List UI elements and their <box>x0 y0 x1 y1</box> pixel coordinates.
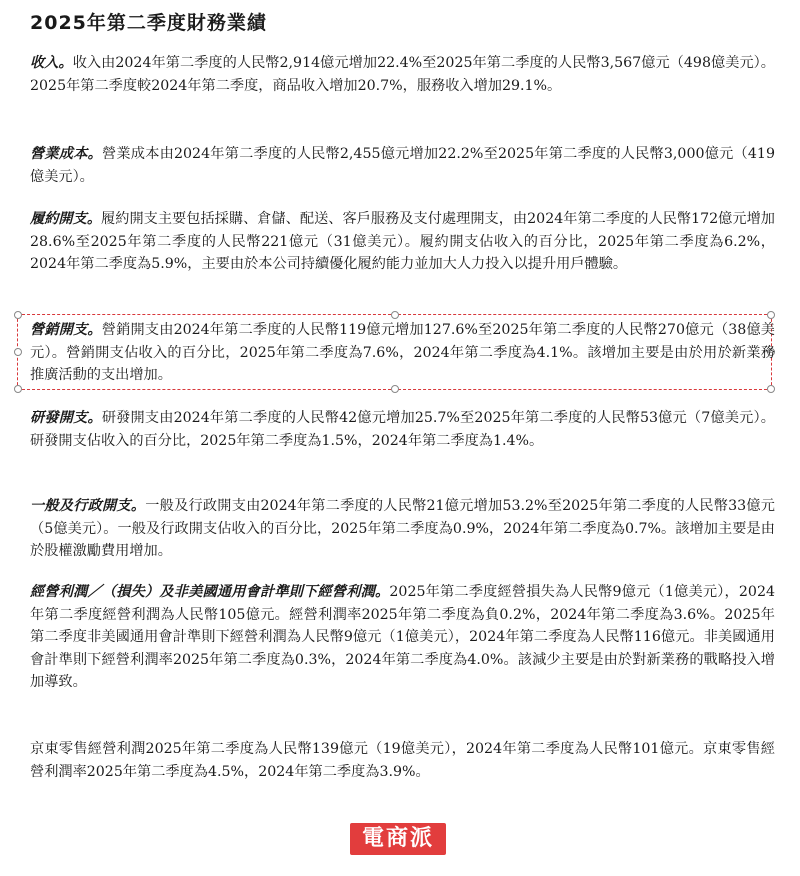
paragraph-body: 營業成本由2024年第二季度的人民幣2,455億元增加22.2%至2025年第二季度的人民幣3,000億元（419億美元）。 <box>30 146 775 185</box>
paragraph-revenue <box>30 52 775 97</box>
paragraph-body: 一般及行政開支由2024年第二季度的人民幣21億元增加53.2%至2025年第二季度的人民幣33億元（5億美元）。一般及行政開支佔收入的百分比，2025年第二季度為0.9%，2024年第二季度為0.7%。該增加主要是由於股權激勵費用增加。 <box>30 498 775 559</box>
paragraph-body: 2025年第二季度經營損失為人民幣9億元（1億美元），2024年第二季度經營利潤為人民幣105億元。經營利潤率2025年第二季度為負0.2%，2024年第二季度為3.6%。2025年第二季度非美國通用會計準則下經營利潤為人民幣9億元（1億美元），2024年第二季度為人民幣116億元。非美國通用會計準則下經營利潤率2025年第二季度為0.3%，2024年第二季度為4.0%。該減少主要是由於對新業務的戰略投入增加導致。 <box>30 584 775 690</box>
paragraph-lead: 研發開支。 <box>30 410 102 426</box>
paragraph-operating-profit <box>30 581 775 694</box>
paragraph-body: 研發開支由2024年第二季度的人民幣42億元增加25.7%至2025年第二季度的人民幣53億元（7億美元）。研發開支佔收入的百分比，2025年第二季度為1.5%，2024年第二季度為1.4%。 <box>30 410 775 449</box>
watermark-logo: 電商派 <box>350 823 446 855</box>
paragraph-lead: 營銷開支。 <box>30 322 102 338</box>
paragraph-cost <box>30 143 775 188</box>
resize-handle-top-right[interactable] <box>767 311 775 319</box>
paragraph-lead: 營業成本。 <box>30 146 102 162</box>
resize-handle-top-left[interactable] <box>14 311 22 319</box>
paragraph-retail-profit <box>30 738 775 783</box>
paragraph-lead: 收入。 <box>30 55 73 71</box>
paragraph-fulfillment <box>30 208 775 276</box>
paragraph-general-admin <box>30 495 775 563</box>
paragraph-body: 京東零售經營利潤2025年第二季度為人民幣139億元（19億美元），2024年第二季度為人民幣101億元。京東零售經營利潤率2025年第二季度為4.5%，2024年第二季度為3.9%。 <box>30 741 775 780</box>
paragraph-rnd <box>30 407 775 452</box>
resize-handle-top[interactable] <box>391 311 399 319</box>
paragraph-marketing <box>30 319 775 387</box>
resize-handle-left[interactable] <box>14 348 22 356</box>
paragraph-body: 收入由2024年第二季度的人民幣2,914億元增加22.4%至2025年第二季度的人民幣3,567億元（498億美元）。2025年第二季度較2024年第二季度，商品收入增加20.7%，服務收入增加29.1%。 <box>30 55 775 94</box>
paragraph-body: 履約開支主要包括採購、倉儲、配送、客戶服務及支付處理開支，由2024年第二季度的人民幣172億元增加28.6%至2025年第二季度的人民幣221億元（31億美元）。履約開支佔收入的百分比，2025年第二季度為6.2%，2024年第二季度為5.9%，主要由於本公司持續優化履約能力並加大人力投入以提升用戶體驗。 <box>30 211 775 272</box>
section-heading: 2025年第二季度財務業績 <box>30 12 267 34</box>
paragraph-lead: 履約開支。 <box>30 211 102 227</box>
resize-handle-bottom-left[interactable] <box>14 385 22 393</box>
paragraph-lead: 經營利潤／（損失）及非美國通用會計準則下經營利潤。 <box>30 584 390 600</box>
paragraph-body: 營銷開支由2024年第二季度的人民幣119億元增加127.6%至2025年第二季度的人民幣270億元（38億美元）。營銷開支佔收入的百分比，2025年第二季度為7.6%，2024年第二季度為4.1%。該增加主要是由於用於新業務推廣活動的支出增加。 <box>30 322 775 383</box>
paragraph-lead: 一般及行政開支。 <box>30 498 146 514</box>
